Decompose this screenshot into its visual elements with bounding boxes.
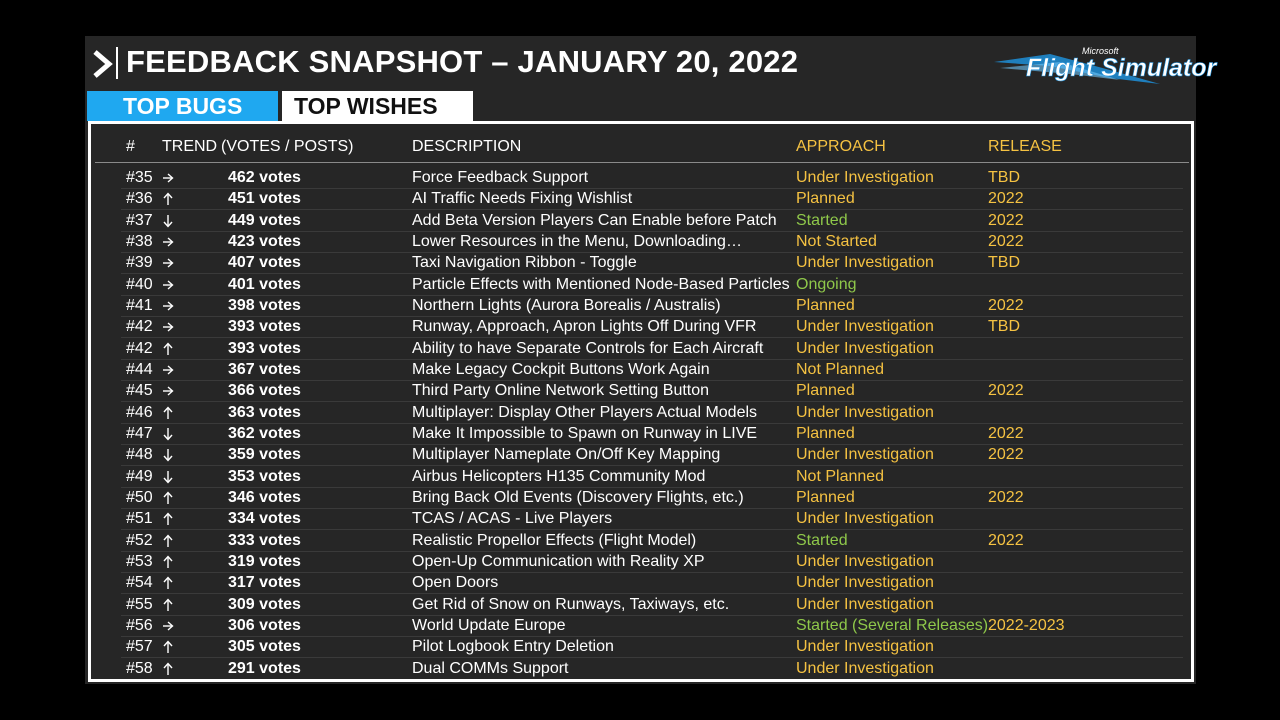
release: TBD [988,169,1020,186]
vote-count: 393 votes [228,339,301,357]
arrow-right-icon [162,382,176,398]
vote-count: 362 votes [228,424,301,442]
arrow-down-icon [162,468,176,484]
description: Particle Effects with Mentioned Node-Based Particles [412,275,790,293]
rank-number: #48 [126,446,153,464]
table-row [91,616,1191,637]
approach-status: Under Investigation [796,659,934,677]
arrow-up-icon [162,532,176,548]
arrow-right-icon [162,233,176,249]
table-row [91,445,1191,466]
approach-status: Started [796,531,848,549]
arrow-right-icon [162,617,176,633]
rank-number: #55 [126,595,153,613]
description: Taxi Navigation Ribbon - Toggle [412,254,637,272]
approach-status: Planned [796,488,855,506]
approach-status: Under Investigation [796,403,934,421]
approach-status: Planned [796,424,855,442]
svg-text:Flight Simulator: Flight Simulator [1026,54,1217,82]
arrow-right-icon [162,276,176,292]
page-title: FEEDBACK SNAPSHOT – JANUARY 20, 2022 [126,44,799,79]
description: Pilot Logbook Entry Deletion [412,638,614,656]
table-row [91,253,1191,274]
vote-count: 407 votes [228,254,301,272]
rank-number: #42 [126,339,153,357]
arrow-down-icon [162,425,176,441]
approach-status: Not Planned [796,467,885,485]
approach-status: Planned [796,296,855,314]
svg-text:Microsoft: Microsoft [1082,46,1119,56]
description: Bring Back Old Events (Discovery Flights, etc.) [412,488,744,506]
release: 2022 [988,382,1024,400]
approach-status: Ongoing [796,275,857,293]
vote-count: 423 votes [228,232,301,250]
tab-top-bugs[interactable]: TOP BUGS [87,91,278,121]
description: TCAS / ACAS - Live Players [412,510,613,528]
table-row [91,360,1191,381]
approach-status: Under Investigation [796,510,934,528]
header-bar [85,36,1217,90]
feedback-table [88,121,1194,682]
arrow-up-icon [162,404,176,420]
column-header-release: RELEASE [988,138,1062,155]
description: Open-Up Communication with Reality XP [412,552,705,570]
approach-status: Started (Several Releases) [796,616,989,634]
approach-status: Under Investigation [796,169,934,186]
rank-number: #41 [126,296,153,314]
table-row [91,637,1191,658]
table-row [91,403,1191,424]
vote-count: 306 votes [228,616,301,634]
rank-number: #54 [126,574,153,592]
vote-count: 367 votes [228,360,301,378]
release: 2022 [988,232,1024,250]
approach-status: Planned [796,190,855,208]
description: Open Doors [412,574,499,592]
rank-number: #35 [126,169,153,186]
release: 2022 [988,446,1024,464]
vote-count: 346 votes [228,488,301,506]
description: Northern Lights (Aurora Borealis / Australis) [412,296,721,314]
arrow-up-icon [162,574,176,590]
description: Make Legacy Cockpit Buttons Work Again [412,360,710,378]
vote-count: 359 votes [228,446,301,464]
table-row [91,296,1191,317]
approach-status: Under Investigation [796,552,934,570]
vote-count: 319 votes [228,552,301,570]
table-row [91,573,1191,594]
rank-number: #40 [126,275,153,293]
vote-count: 334 votes [228,510,301,528]
release: 2022 [988,531,1024,549]
arrow-up-icon [162,190,176,206]
column-header-approach: APPROACH [796,138,886,155]
vote-count: 317 votes [228,574,301,592]
table-row [91,467,1191,488]
vote-count: 401 votes [228,275,301,293]
title-divider [116,47,118,79]
table-row [91,531,1191,552]
arrow-right-icon [162,254,176,270]
vote-count: 309 votes [228,595,301,613]
arrow-right-icon [162,297,176,313]
rank-number: #47 [126,424,153,442]
arrow-down-icon [162,446,176,462]
table-row [91,424,1191,445]
arrow-up-icon [162,638,176,654]
table-row [91,552,1191,573]
rank-number: #53 [126,552,153,570]
arrow-up-icon [162,660,176,676]
arrow-up-icon [162,553,176,569]
description: Get Rid of Snow on Runways, Taxiways, etc. [412,595,730,613]
arrow-right-icon [162,361,176,377]
arrow-up-icon [162,596,176,612]
column-header-votes: (VOTES / POSTS) [221,138,354,155]
vote-count: 363 votes [228,403,301,421]
description: World Update Europe [412,616,566,634]
release: TBD [988,254,1020,272]
table-row [91,211,1191,232]
header-divider [95,162,1189,163]
approach-status: Under Investigation [796,318,934,336]
rank-number: #42 [126,318,153,336]
description: Multiplayer Nameplate On/Off Key Mapping [412,446,721,464]
description: AI Traffic Needs Fixing Wishlist [412,190,633,208]
vote-count: 305 votes [228,638,301,656]
flight-simulator-logo [990,40,1217,88]
rank-number: #52 [126,531,153,549]
approach-status: Under Investigation [796,638,934,656]
description: Multiplayer: Display Other Players Actual Models [412,403,758,421]
table-row [91,275,1191,296]
rank-number: #44 [126,360,153,378]
vote-count: 462 votes [228,169,301,186]
table-row [91,189,1191,210]
approach-status: Started [796,211,848,229]
arrow-down-icon [162,212,176,228]
rank-number: #51 [126,510,153,528]
column-header-description: DESCRIPTION [412,138,522,155]
rank-number: #56 [126,616,153,634]
table-row [91,381,1191,402]
description: Airbus Helicopters H135 Community Mod [412,467,706,485]
rank-number: #49 [126,467,153,485]
table-row [91,339,1191,360]
release: 2022 [988,488,1024,506]
table-row [91,595,1191,616]
table-row [91,317,1191,338]
approach-status: Not Started [796,232,877,250]
description: Dual COMMs Support [412,659,569,677]
rank-number: #38 [126,232,153,250]
vote-count: 366 votes [228,382,301,400]
approach-status: Planned [796,382,855,400]
column-header-number: # [126,138,135,155]
release: 2022 [988,424,1024,442]
tab-top-wishes[interactable]: TOP WISHES [282,91,473,121]
snapshot-panel [85,36,1217,684]
description: Realistic Propellor Effects (Flight Model) [412,531,697,549]
table-row [91,488,1191,509]
description: Third Party Online Network Setting Button [412,382,710,400]
rank-number: #46 [126,403,153,421]
approach-status: Under Investigation [796,254,934,272]
rank-number: #36 [126,190,153,208]
description: Runway, Approach, Apron Lights Off During VFR [412,318,757,336]
arrow-up-icon [162,340,176,356]
vote-count: 333 votes [228,531,301,549]
vote-count: 398 votes [228,296,301,314]
release: 2022 [988,190,1024,208]
table-row [91,659,1191,680]
approach-status: Under Investigation [796,595,934,613]
chevron-right-icon [91,49,115,79]
release: 2022 [988,296,1024,314]
approach-status: Under Investigation [796,446,934,464]
rank-number: #45 [126,382,153,400]
vote-count: 393 votes [228,318,301,336]
description: Make It Impossible to Spawn on Runway in LIVE [412,424,758,442]
approach-status: Under Investigation [796,574,934,592]
approach-status: Under Investigation [796,339,934,357]
arrow-right-icon [162,169,176,185]
rank-number: #37 [126,211,153,229]
description: Ability to have Separate Controls for Each Aircraft [412,339,764,357]
release: 2022-2023 [988,616,1065,634]
vote-count: 291 votes [228,659,301,677]
rank-number: #57 [126,638,153,656]
table-row [91,168,1191,189]
rank-number: #50 [126,488,153,506]
arrow-up-icon [162,510,176,526]
arrow-up-icon [162,489,176,505]
vote-count: 449 votes [228,211,301,229]
column-header-trend: TREND [162,138,218,155]
arrow-right-icon [162,318,176,334]
rank-number: #39 [126,254,153,272]
vote-count: 353 votes [228,467,301,485]
approach-status: Not Planned [796,360,885,378]
description: Lower Resources in the Menu, Downloading… [412,232,742,250]
release: 2022 [988,211,1024,229]
table-row [91,232,1191,253]
release: TBD [988,318,1020,336]
rank-number: #58 [126,659,153,677]
description: Add Beta Version Players Can Enable before Patch [412,211,777,229]
vote-count: 451 votes [228,190,301,208]
table-row [91,509,1191,530]
description: Force Feedback Support [412,169,589,186]
